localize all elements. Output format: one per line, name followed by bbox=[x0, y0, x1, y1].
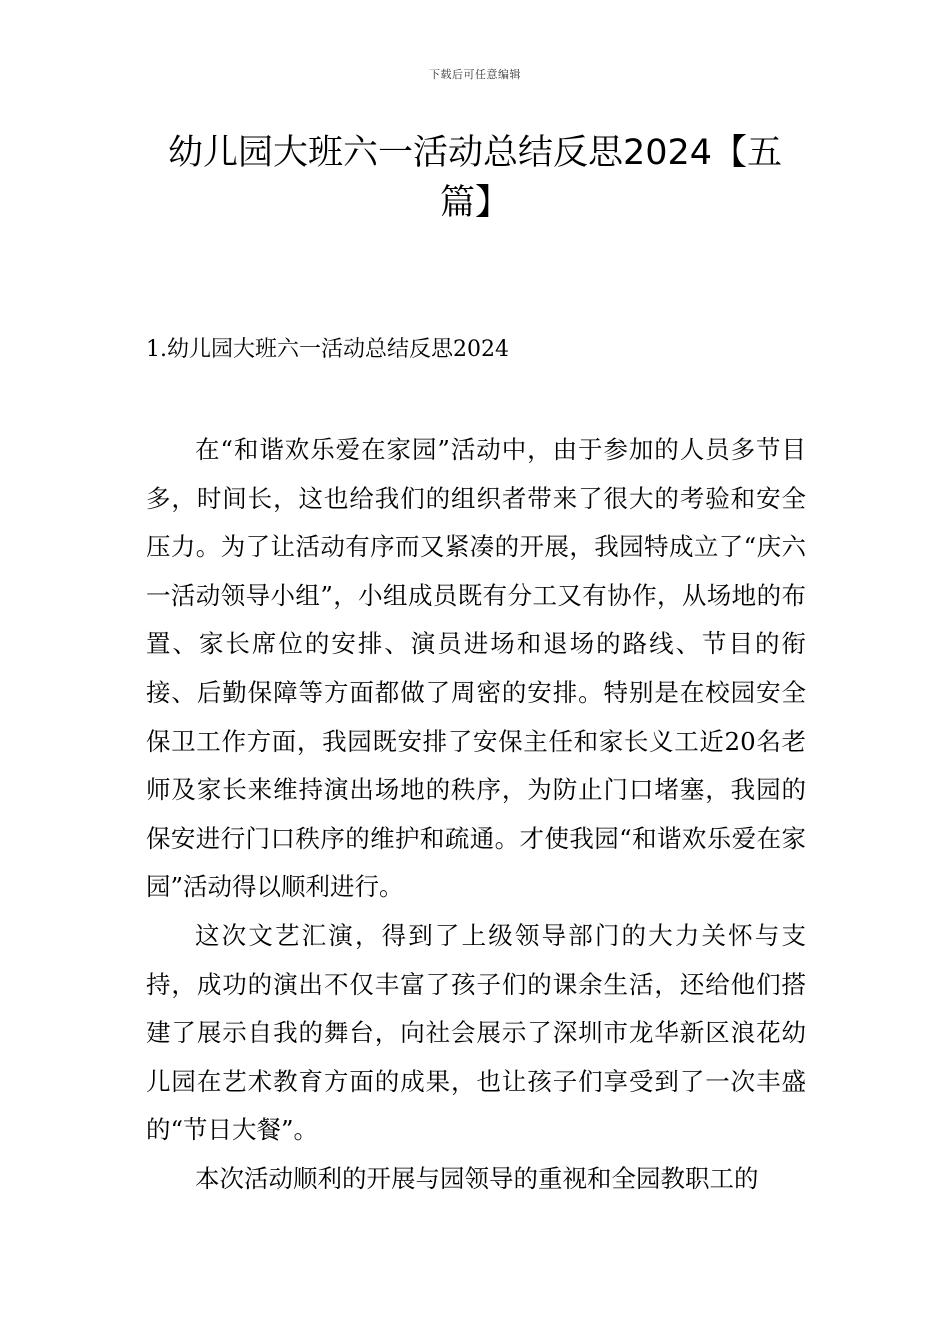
document-title: 幼儿园大班六一活动总结反思2024【五篇】 bbox=[167, 133, 783, 223]
header-note: 下载后可任意编辑 bbox=[429, 68, 521, 81]
paragraph: 本次活动顺利的开展与园领导的重视和全园教职工的 bbox=[195, 1163, 759, 1193]
paragraph: 在“和谐欢乐爱在家园”活动中，由于参加的人员多节目多，时间长，这也给我们的组织者带来了很大的考验和安全压力。为了让活动有序而又紧凑的开展，我园特成立了“庆六一活动领导小组”，小组成员既有分工又有协作，从场地的布置、家长席位的安排、演员进场和退场的路线、节目的衔接、后勤保障等方面都做了周密的安排。特别是在校园安全保卫工作方面，我园既安排了安保主任和家长义工近20名老师及家长来维持演出场地的秩序，为防止门口堵塞，我园的保安进行门口秩序的维护和疏通。才使我园“和谐欢乐爱在家园”活动得以顺利进行。 bbox=[146, 435, 806, 902]
section-heading: 1.幼儿园大班六一活动总结反思2024 bbox=[146, 337, 509, 362]
body-text bbox=[146, 426, 806, 1204]
paragraph: 这次文艺汇演，得到了上级领导部门的大力关怀与支持，成功的演出不仅丰富了孩子们的课余生活，还给他们搭建了展示自我的舞台，向社会展示了深圳市龙华新区浪花幼儿园在艺术教育方面的成果，也让孩子们享受到了一次丰盛的“节日大餐”。 bbox=[146, 920, 806, 1145]
